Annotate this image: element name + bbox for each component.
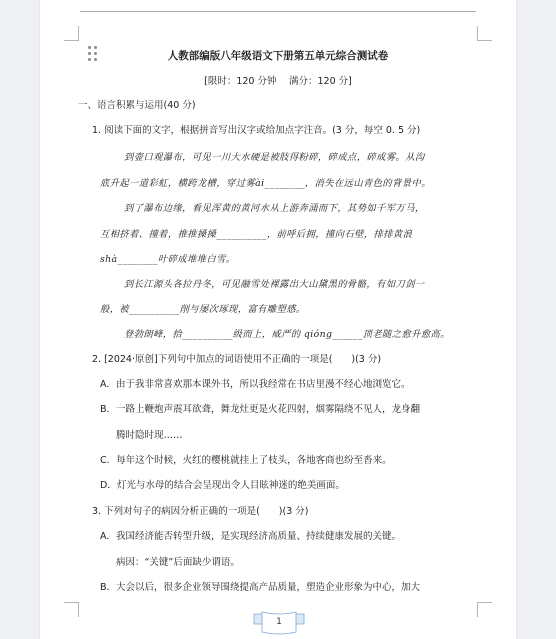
exam-meta: [限时：120 分钟 满分：120 分] (204, 76, 352, 87)
option-a: A．由于我非常喜欢那本课外书，所以我经常在书店里漫不经心地浏览它。 (100, 379, 411, 390)
passage-line: 登勃朗峰，拾__________级而上，威严的 qióng______顶老随之愈升愈高。 (124, 329, 450, 340)
section-heading: 一、语言积累与运用(40 分) (78, 100, 196, 111)
passage-line: 底升起一道彩虹，横跨龙槽，穿过雾ài________，消失在远山青色的背景中。 (100, 178, 431, 189)
question-2-intro: 2. [2024·原创]下列句中加点的词语使用不正确的一项是( )(3 分) (92, 354, 382, 365)
header-rule (80, 11, 476, 12)
passage-line: 到长江源头各拉丹冬，可见融雪处裸露出大山黛黑的骨骼，有如刀剑一 (124, 279, 425, 290)
passage-line: 互相挤着、撞着，推推搡搡__________，前呼后拥，撞向石壁，排排黄浪 (100, 229, 413, 240)
passage-line: shà________叶碎成堆堆白雪。 (100, 254, 236, 265)
margin-corner-mark (477, 602, 492, 617)
option-a: A．我国经济能否转型升级，是实现经济高质量、持续健康发展的关键。 (100, 531, 401, 542)
passage-line: 般，被__________削与屡次琢现，富有雕塑感。 (100, 304, 306, 315)
option-a-note: 病因：“关键”后面缺少谓语。 (116, 557, 240, 568)
page-number: 1 (276, 617, 282, 627)
option-c: C．每年这个时候，火红的樱桃就挂上了枝头，各地客商也纷至沓来。 (100, 455, 392, 466)
page-number-ribbon (252, 611, 306, 635)
passage-line: 到了瀑布边缘，看见浑黄的黄河水从上游奔涌而下，其势如千军万马， (124, 203, 425, 214)
document-page (40, 0, 516, 639)
margin-corner-mark (477, 26, 492, 41)
margin-corner-mark (64, 602, 79, 617)
option-b: B．大会以后，很多企业领导围绕提高产品质量，塑造企业形象为中心，加大 (100, 582, 421, 593)
option-b: B．一路上鞭炮声震耳欲聋，舞龙灶更是火花四射，烟雾隔绕不见人，龙身翻 (100, 404, 421, 415)
option-b-continued: 腾时隐时现…… (116, 430, 183, 441)
option-d: D．灯光与水母的结合会呈现出令人目眩神迷的绝美画面。 (100, 480, 345, 491)
question-3-intro: 3. 下列对句子的病因分析正确的一项是( )(3 分) (92, 506, 309, 517)
passage-line: 到壶口观瀑布，可见一川大水硬是被肢得粉碎，碎成点，碎成雾。从沟 (124, 152, 425, 163)
margin-corner-mark (64, 26, 79, 41)
page-title: 人教部编版八年级语文下册第五单元综合测试卷 (167, 50, 389, 62)
question-1-intro: 1. 阅读下面的文字，根据拼音写出汉字或给加点字注音。(3 分，每空 0. 5 分) (92, 125, 421, 136)
